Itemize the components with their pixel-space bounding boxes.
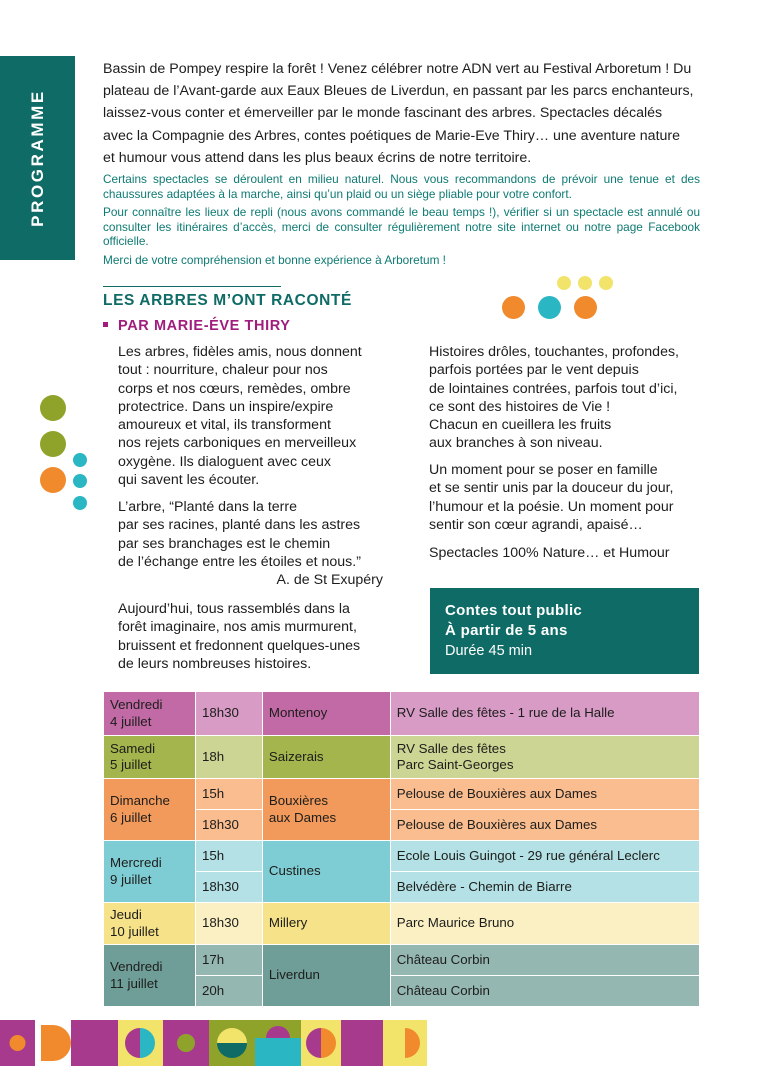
text-line: qui savent les écouter. (118, 472, 260, 489)
schedule-town: Saizerais (262, 736, 390, 779)
intro-line: laissez-vous conter et émerveiller par le monde fascinant des arbres. Spectacles décalés (103, 105, 663, 122)
schedule-town: Millery (262, 903, 390, 945)
intro-line: avec la Compagnie des Arbres, contes poétiques de Marie-Eve Thiry… une aventure nature (103, 127, 681, 144)
schedule-row (104, 779, 700, 810)
schedule-town: Bouxières aux Dames (262, 779, 390, 841)
text-line: corps et nos cœurs, remèdes, ombre (118, 380, 351, 397)
text-line: amoureux et vital, ils transforment (118, 417, 331, 434)
decorative-dot (73, 474, 87, 488)
note-fallback: Pour connaître les lieux de repli (nous avons commandé le beau temps !), vérifier si un spectacle est annulé ou consulter les itinéraires d’accès, merci de consulter régulièrement notre site internet ou notre page Facebook officielle. (103, 205, 700, 249)
title-rule (103, 286, 281, 287)
schedule-row (104, 903, 700, 945)
duration-line: Durée 45 min (445, 643, 533, 659)
schedule-day: Jeudi 10 juillet (104, 903, 196, 945)
schedule-town: Montenoy (262, 692, 390, 736)
schedule-row (104, 945, 700, 976)
side-tab (0, 56, 75, 260)
text-line: Les arbres, fidèles amis, nous donnent (118, 344, 362, 360)
decorative-dot (40, 395, 66, 421)
decorative-dot (574, 296, 597, 319)
note-thanks: Merci de votre compréhension et bonne expérience à Arboretum ! (103, 252, 446, 267)
text-line: Aujourd’hui, tous rassemblés dans la (118, 601, 350, 617)
decorative-dot (599, 276, 613, 290)
practical-notes (103, 172, 700, 272)
schedule-time: 18h30 (195, 810, 262, 841)
schedule-day: Dimanche 6 juillet (104, 779, 196, 841)
pattern-block (341, 1020, 383, 1066)
schedule-place: Belvédère - Chemin de Biarre (390, 872, 699, 903)
schedule-time: 18h30 (195, 872, 262, 903)
schedule-place: Pelouse de Bouxières aux Dames (390, 779, 699, 810)
text-line: et se sentir unis par la douceur du jour, (429, 480, 674, 497)
schedule-place: Ecole Louis Guingot - 29 rue général Leclerc (390, 841, 699, 872)
text-line: oxygène. Ils dialoguent avec ceux (118, 453, 331, 470)
quote-line: L’arbre, “Planté dans la terre (118, 499, 298, 515)
schedule-town: Custines (262, 841, 390, 903)
decorative-dot (538, 296, 561, 319)
quote-line: de l’échange entre les étoiles et nous.” (118, 553, 361, 570)
decorative-dot (73, 453, 87, 467)
text-line: ce sont des histoires de Vie ! (429, 398, 611, 415)
text-line: forêt imaginaire, nos amis murmurent, (118, 619, 357, 636)
intro-line: Bassin de Pompey respire la forêt ! Venez célébrer notre ADN vert au Festival Arboretum ! Du (103, 61, 692, 77)
age-line: À partir de 5 ans (445, 622, 568, 639)
intro-line: et humour vous attend dans les plus beaux écrins de notre territoire. (103, 149, 532, 166)
quote-line: par ses racines, planté dans les astres (118, 517, 361, 534)
right-paragraph-1 (429, 343, 679, 453)
schedule-time: 17h (195, 945, 262, 976)
text-line: protectrice. Dans un inspire/expire (118, 398, 334, 415)
decorative-dot (40, 467, 66, 493)
text-line: Histoires drôles, touchantes, profondes, (429, 344, 679, 360)
text-line: de lointaines contrées, parfois tout d’ici, (429, 380, 678, 397)
schedule-place: RV Salle des fêtes Parc Saint-Georges (390, 736, 699, 779)
pattern-block (41, 1025, 53, 1061)
show-author (103, 318, 291, 334)
quote-line: par ses branchages est le chemin (118, 535, 331, 552)
show-title: LES ARBRES M’ONT RACONTÉ (103, 292, 352, 309)
text-line: sentir son cœur agrandi, apaisé… (429, 516, 643, 533)
bullet-square (103, 322, 108, 327)
schedule-day: Mercredi 9 juillet (104, 841, 196, 903)
pattern-circle (10, 1035, 26, 1051)
schedule-place: Parc Maurice Bruno (390, 903, 699, 945)
note-outdoor: Certains spectacles se déroulent en milieu naturel. Nous vous recommandons de prévoir une tenue et des chaussures adaptées à la marche, ainsi qu’un plaid ou un siège pliable pour votre confort. (103, 172, 700, 201)
schedule-row (104, 841, 700, 872)
text-line: l’humour et la poésie. Un moment pour (429, 498, 674, 515)
schedule-time: 20h (195, 976, 262, 1007)
schedule-place: Pelouse de Bouxières aux Dames (390, 810, 699, 841)
decorative-dot (502, 296, 525, 319)
quote-signature: A. de St Exupéry (276, 572, 383, 588)
audience-line: Contes tout public (445, 602, 583, 619)
audience-info-box (430, 588, 699, 674)
decorative-pattern-strip (0, 1020, 427, 1066)
schedule-row (104, 736, 700, 779)
decorative-dot (557, 276, 571, 290)
text-line: de leurs nombreuses histoires. (118, 655, 312, 672)
pattern-block (71, 1020, 118, 1066)
right-paragraph-2 (429, 461, 673, 534)
text-line: Spectacles 100% Nature… et Humour (429, 545, 670, 561)
schedule-time: 18h (195, 736, 262, 779)
schedule-place: Château Corbin (390, 976, 699, 1007)
show-author-text: PAR MARIE-ÉVE THIRY (118, 318, 291, 334)
right-paragraph-3 (429, 544, 670, 562)
schedule-row (104, 692, 700, 736)
text-line: nos rejets carboniques en merveilleux (118, 435, 357, 452)
left-paragraph-3 (118, 600, 360, 673)
intro-line: plateau de l’Avant-garde aux Eaux Bleues de Liverdun, en passant par les parcs enchanteurs, (103, 83, 694, 100)
left-paragraph-1 (118, 343, 362, 489)
schedule-table (103, 691, 700, 1007)
text-line: Chacun en cueillera les fruits (429, 417, 612, 434)
schedule-day: Vendredi 11 juillet (104, 945, 196, 1007)
schedule-day: Vendredi 4 juillet (104, 692, 196, 736)
schedule-time: 15h (195, 779, 262, 810)
decorative-dot (578, 276, 592, 290)
schedule-time: 15h (195, 841, 262, 872)
intro-paragraph (103, 58, 700, 169)
schedule-time: 18h30 (195, 903, 262, 945)
schedule-day: Samedi 5 juillet (104, 736, 196, 779)
side-tab-label: PROGRAMME (28, 89, 47, 227)
decorative-dot (73, 496, 87, 510)
pattern-circle (177, 1034, 195, 1052)
text-line: Un moment pour se poser en famille (429, 462, 658, 478)
decorative-dot (40, 431, 66, 457)
schedule-place: Château Corbin (390, 945, 699, 976)
schedule-town: Liverdun (262, 945, 390, 1007)
schedule-place: RV Salle des fêtes - 1 rue de la Halle (390, 692, 699, 736)
text-line: parfois portées par le vent depuis (429, 362, 639, 379)
text-line: bruissent et fredonnent quelques-unes (118, 637, 361, 654)
schedule-time: 18h30 (195, 692, 262, 736)
text-line: aux branches à son niveau. (429, 435, 603, 452)
left-quote (118, 498, 361, 571)
text-line: tout : nourriture, chaleur pour nos (118, 362, 328, 379)
